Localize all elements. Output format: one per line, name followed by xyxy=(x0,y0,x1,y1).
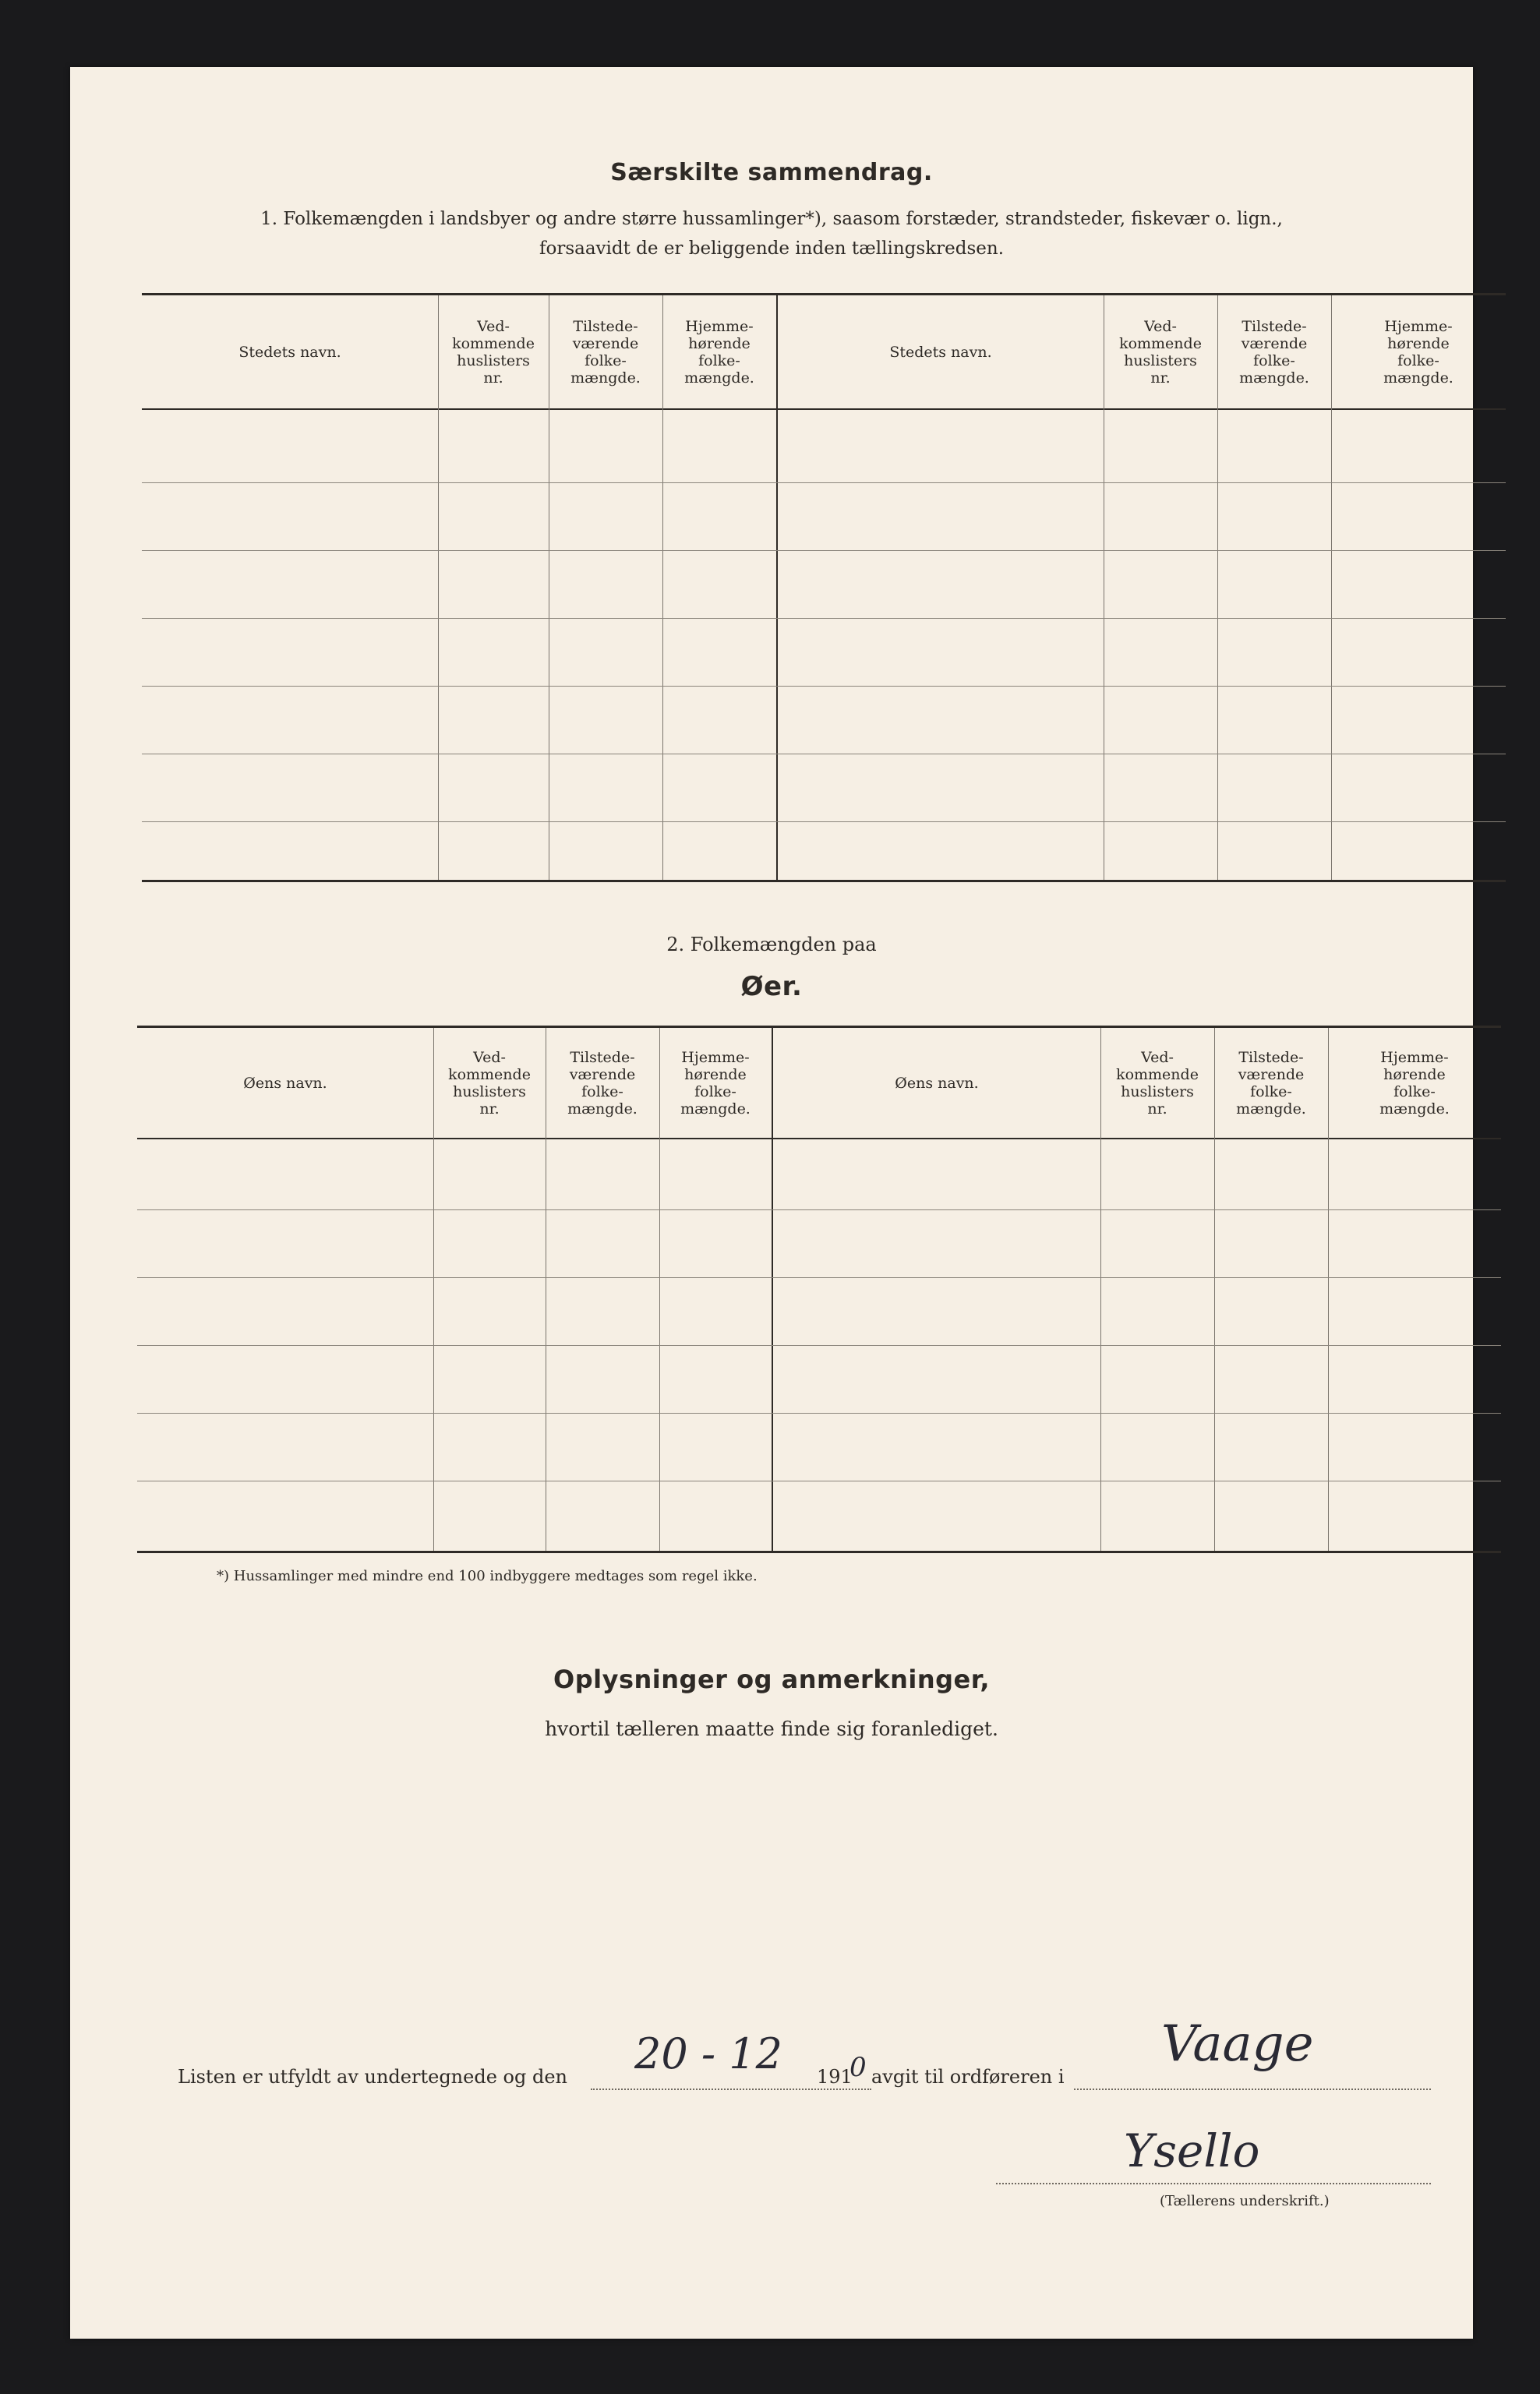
table-row xyxy=(142,821,1506,822)
table-row xyxy=(142,686,1506,687)
col-present-population-left: Tilstede- værende folke- mængde. xyxy=(567,1049,638,1118)
col-resident-population-right: Hjemme- hørende folke- mængde. xyxy=(1383,318,1453,387)
table-row xyxy=(142,550,1506,551)
year-printed: 191 xyxy=(817,2066,853,2088)
col-island-name-left: Øens navn. xyxy=(243,1075,327,1092)
col-place-name-left: Stedets navn. xyxy=(238,344,341,361)
section2-title: Øer. xyxy=(740,971,803,1002)
section1-intro-line1: 1. Folkemængden i landsbyer og andre større hussamlinger*), saasom forstæder, strandsteder, fiskevær o. lign., xyxy=(260,209,1283,229)
col-resident-population-right: Hjemme- hørende folke- mængde. xyxy=(1379,1049,1450,1118)
handwritten-date: 20 - 12 xyxy=(634,2029,783,2078)
handwritten-signature: Ysello xyxy=(1124,2124,1260,2177)
footnote: *) Hussamlinger med mindre end 100 indbyggere medtages som regel ikke. xyxy=(217,1568,758,1584)
declaration-text: Listen er utfyldt av undertegnede og den xyxy=(178,2066,568,2088)
col-island-name-right: Øens navn. xyxy=(895,1075,979,1092)
col-household-list-no-left: Ved- kommende huslisters nr. xyxy=(452,318,535,387)
handwritten-municipality: Vaage xyxy=(1161,2015,1314,2073)
signature-caption: (Tællerens underskrift.) xyxy=(1160,2193,1330,2209)
delivered-to-text: avgit til ordføreren i xyxy=(871,2066,1065,2088)
col-resident-population-left: Hjemme- hørende folke- mængde. xyxy=(680,1049,751,1118)
remarks-title: Oplysninger og anmerkninger, xyxy=(553,1665,990,1694)
table-row xyxy=(142,482,1506,483)
table-row xyxy=(137,1413,1501,1414)
col-household-list-no-right: Ved- kommende huslisters nr. xyxy=(1116,1049,1199,1118)
table-row xyxy=(137,1209,1501,1210)
table-row xyxy=(142,618,1506,619)
col-place-name-right: Stedets navn. xyxy=(889,344,992,361)
remarks-subtitle: hvortil tælleren maatte finde sig foranlediget. xyxy=(545,1718,998,1740)
col-present-population-right: Tilstede- værende folke- mængde. xyxy=(1239,318,1309,387)
handwritten-year-digit: 0 xyxy=(849,2052,867,2083)
col-household-list-no-right: Ved- kommende huslisters nr. xyxy=(1119,318,1202,387)
census-form-page xyxy=(70,67,1473,2339)
col-household-list-no-left: Ved- kommende huslisters nr. xyxy=(448,1049,531,1118)
col-resident-population-left: Hjemme- hørende folke- mængde. xyxy=(684,318,754,387)
col-present-population-right: Tilstede- værende folke- mængde. xyxy=(1236,1049,1306,1118)
section1-intro-line2: forsaavidt de er beliggende inden tællingskredsen. xyxy=(539,238,1005,259)
form-heading: Særskilte sammendrag. xyxy=(610,159,933,186)
col-present-population-left: Tilstede- værende folke- mængde. xyxy=(570,318,641,387)
table-row xyxy=(137,1277,1501,1278)
table-row xyxy=(137,1345,1501,1346)
section2-intro: 2. Folkemængden paa xyxy=(666,934,877,955)
